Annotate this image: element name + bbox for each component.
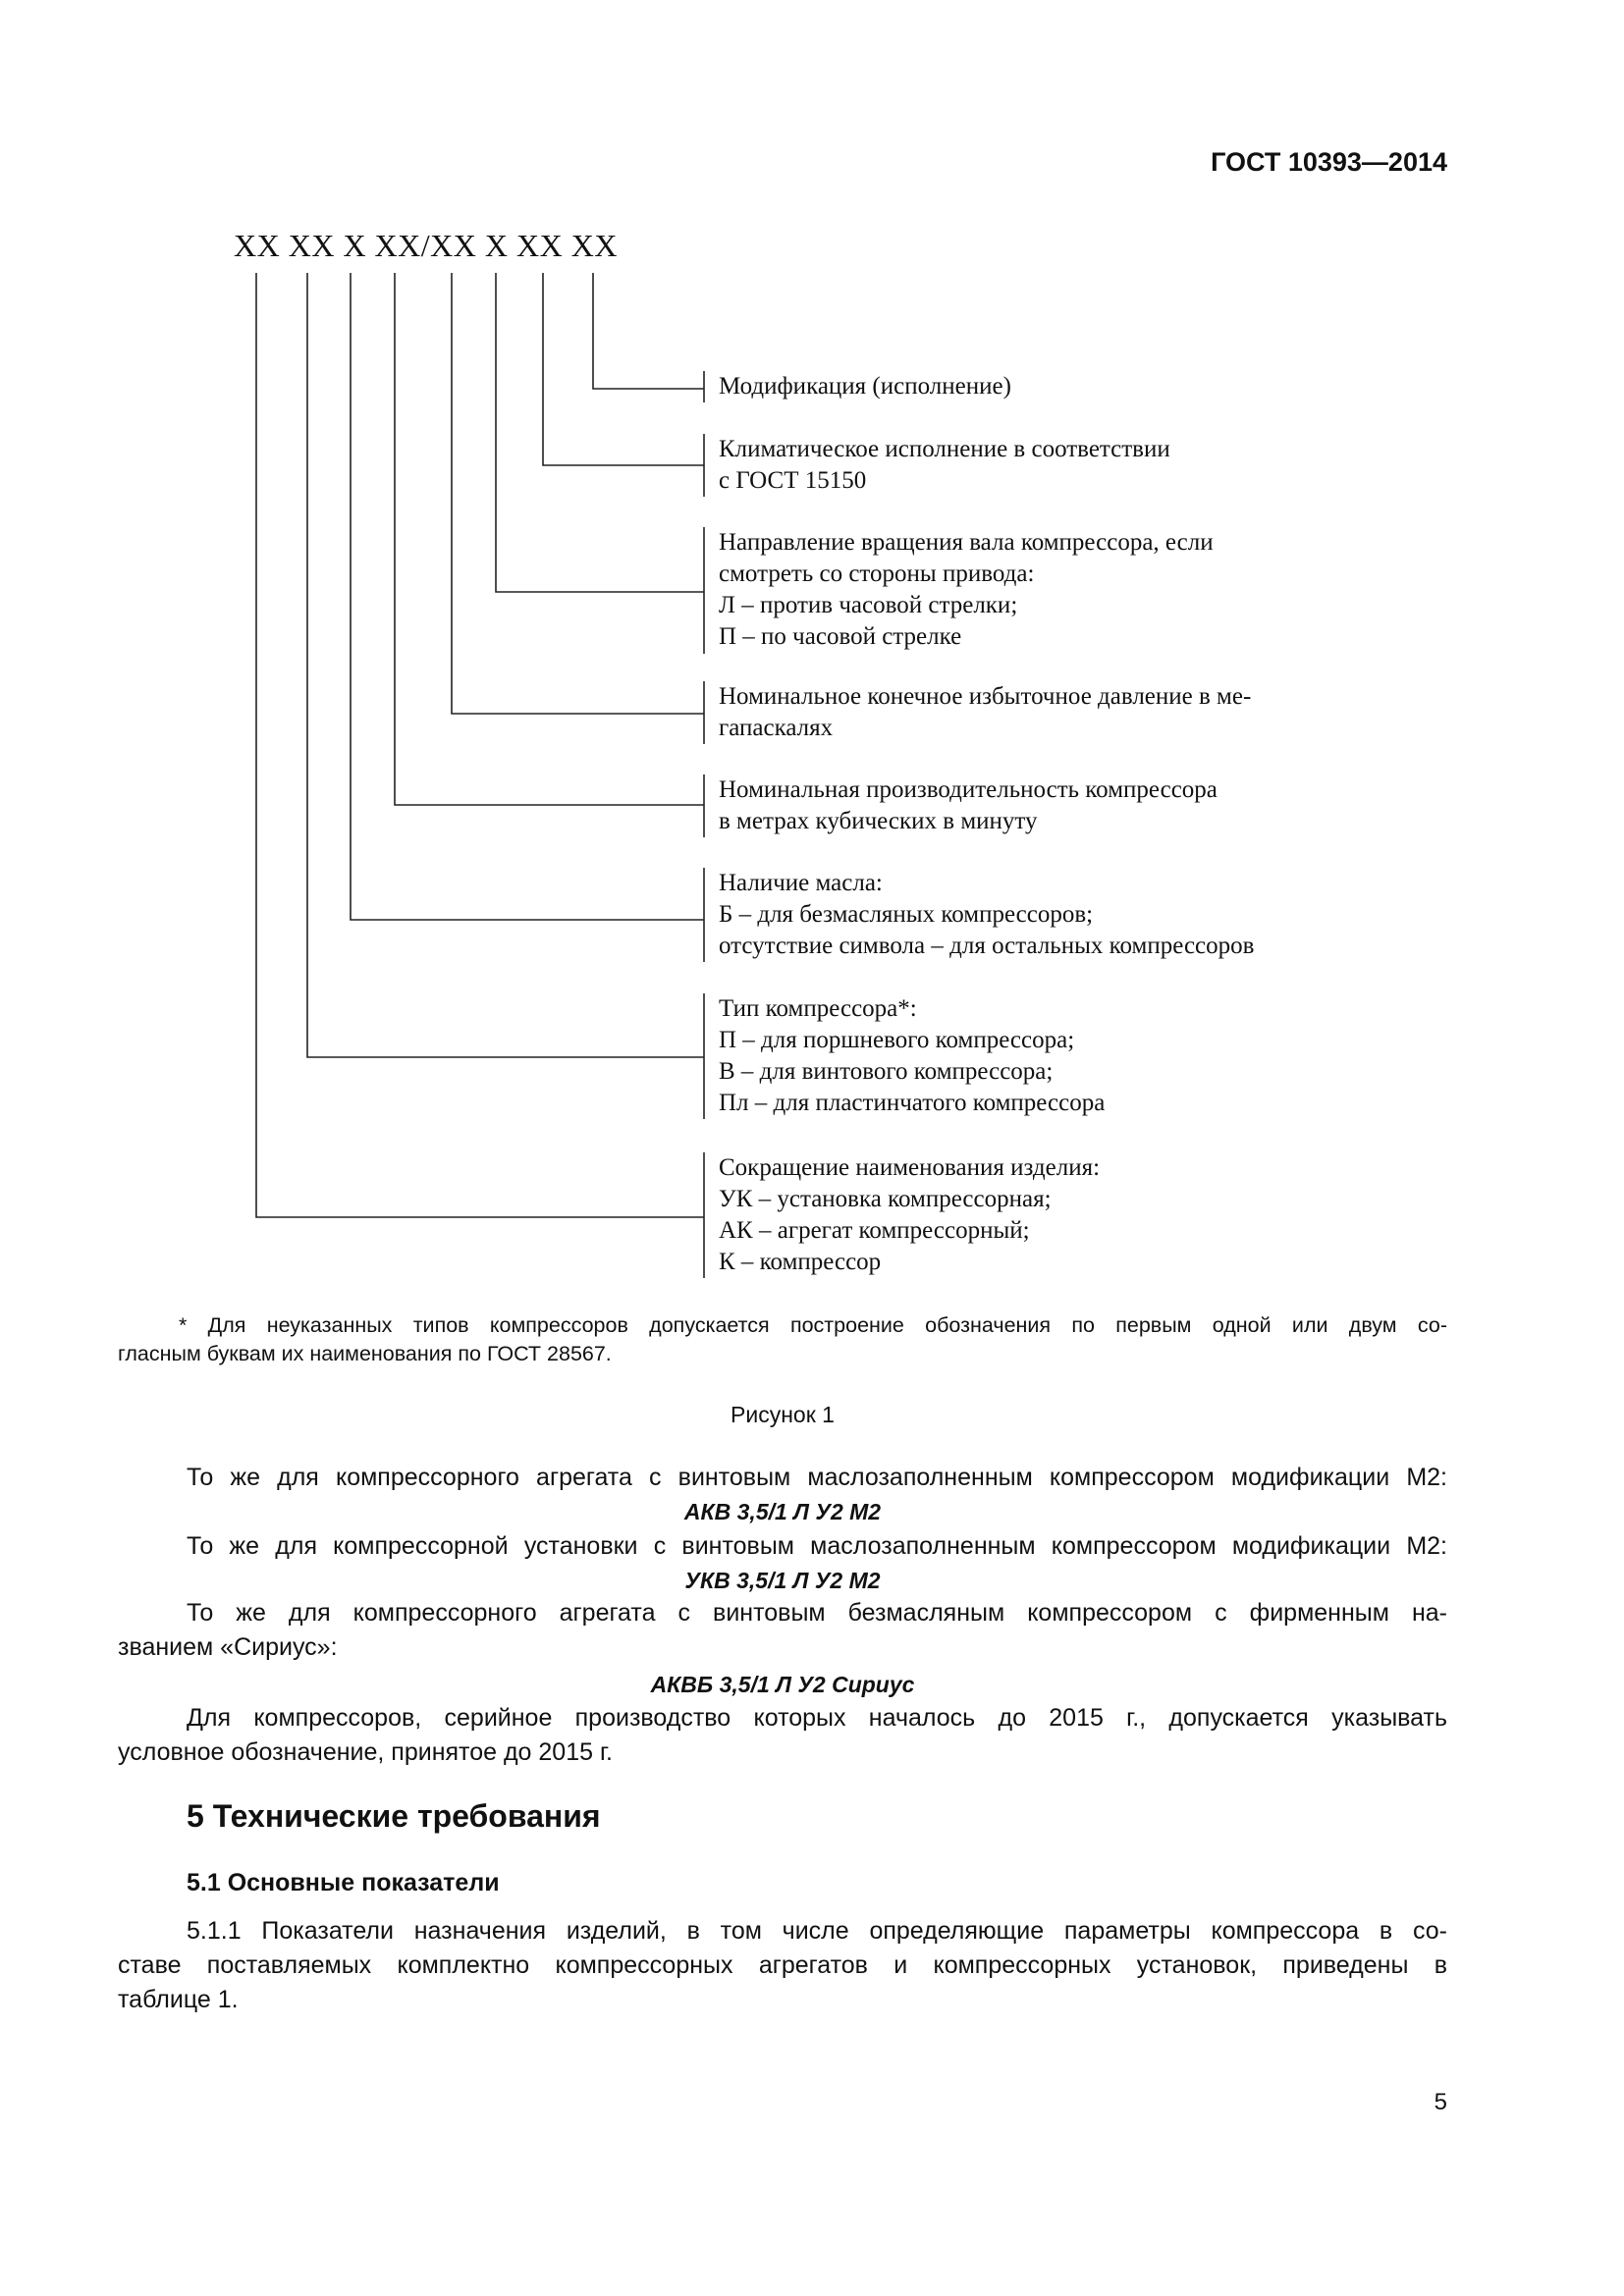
desc-product: Сокращение наименования изделия: УК – установка компрессорная; АК – агрегат компрессорный; К – компрессор <box>719 1154 1101 1275</box>
desc-capacity: Номинальная производительность компрессора в метрах кубических в минуту <box>719 776 1218 834</box>
section-title: 5 Технические требования <box>187 1798 601 1834</box>
figure-footnote: * Для неуказанных типов компрессоров допускается построение обозначения по первым одной или двум со- гласным буквам их наименования по ГОСТ 28567. <box>118 1313 1447 1365</box>
formula-ukv: УКВ 3,5/1 Л У2 М2 <box>684 1568 881 1593</box>
paragraph-agregat-m2: То же для компрессорного агрегата с винтовым маслозаполненным компрессором модификации М2: <box>187 1464 1447 1491</box>
desc-rotation: Направление вращения вала компрессора, если смотреть со стороны привода: Л – против часовой стрелки; П – по часовой стрелке <box>719 529 1214 650</box>
formula-akvb: АКВБ 3,5/1 Л У2 Сириус <box>650 1672 915 1697</box>
formula-akv: АКВ 3,5/1 Л У2 М2 <box>683 1499 882 1524</box>
desc-pressure: Номинальное конечное избыточное давление в ме- гапаскалях <box>719 683 1252 741</box>
desc-type: Тип компрессора*: П – для поршневого компрессора; В – для винтового компрессора; Пл – для пластинчатого компрессора <box>719 995 1106 1116</box>
figure-caption: Рисунок 1 <box>731 1402 835 1427</box>
paragraph-ustanovka-m2: То же для компрессорной установки с винтовым маслозаполненным компрессором модификации М2: <box>187 1532 1447 1560</box>
desc-oil: Наличие масла: Б – для безмасляных компрессоров; отсутствие символа – для остальных компрессоров <box>719 870 1255 959</box>
paragraph-before-2015: Для компрессоров, серийное производство которых началось до 2015 г., допускается указывать условное обозначение, принятое до 2015 г. <box>118 1704 1447 1766</box>
leader-line-oil <box>351 273 704 920</box>
desc-climate: Климатическое исполнение в соответствии с ГОСТ 15150 <box>719 436 1170 494</box>
paragraph-5-1-1: 5.1.1 Показатели назначения изделий, в том числе определяющие параметры компрессора в со- ставе поставляемых комплектно компрессорных агрегатов и компрессорных установок, приведены в таблице 1. <box>118 1917 1447 2013</box>
leader-line-modification <box>593 273 704 389</box>
leader-line-capacity <box>395 273 704 805</box>
leader-line-pressure <box>452 273 704 714</box>
designation-template: XX XX X XX/XX X XX XX <box>234 228 618 263</box>
leader-line-type <box>307 273 704 1057</box>
subsection-title: 5.1 Основные показатели <box>187 1869 500 1896</box>
paragraph-sirius: То же для компрессорного агрегата с винтовым безмасляным компрессором с фирменным на- званием «Сириус»: <box>118 1599 1447 1661</box>
document-header: ГОСТ 10393—2014 <box>1211 147 1447 177</box>
leader-line-rotation <box>496 273 704 592</box>
leader-line-product <box>256 273 704 1217</box>
desc-modification: Модификация (исполнение) <box>719 373 1011 400</box>
page-number: 5 <box>1434 2089 1447 2115</box>
leader-line-climate <box>543 273 704 465</box>
